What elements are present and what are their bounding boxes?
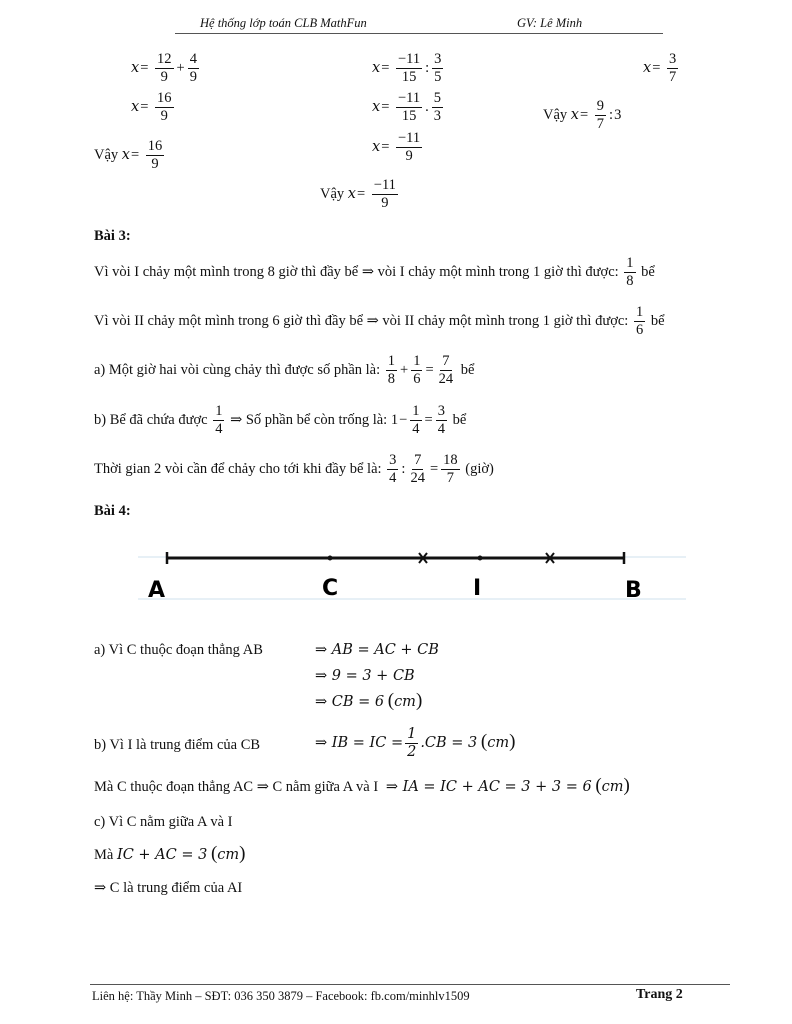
bai3-p3: a) Một giờ hai vòi cùng chảy thì được số phần là: $\frac{1}{8}$ + $\frac{1}{6}$ = $\frac{7}{24}$ bể — [94, 353, 475, 388]
label-c: C — [322, 576, 339, 601]
footer-rule — [90, 984, 730, 985]
col2-line3: x= $\frac{-11}{9}$ — [372, 130, 421, 165]
bai4-c-l2: Mà IC + AC = 3 (cm) — [94, 843, 246, 864]
header-right: GV: Lê Minh — [517, 16, 583, 30]
col1-line3: Vậy x= $\frac{16}{9}$ — [94, 138, 163, 173]
bai3-p1: Vì vòi I chảy một mình trong 8 giờ thì đầy bể ⇒ vòi I chảy một mình trong 1 giờ thì được: $\frac{1}{8}$ bể — [94, 255, 655, 290]
bai4-title: Bài 4: — [94, 503, 131, 519]
col1-line2: x= $\frac{16}{9}$ — [131, 90, 172, 125]
label-b: B — [625, 578, 642, 603]
segment-figure — [138, 548, 686, 604]
bai4-c-l3: ⇒ C là trung điểm của AI — [94, 880, 243, 896]
point-c — [328, 556, 333, 561]
bai3-title: Bài 3: — [94, 228, 131, 244]
footer-contact: Liên hệ: Thầy Minh – SĐT: 036 350 3879 – Facebook: fb.com/minhlv1509 — [92, 989, 470, 1003]
bai4-b-math: ⇒ IB = IC = $\frac{1}{2}$ .CB = 3 (cm) — [315, 726, 516, 761]
col3-line1: x= $\frac{3}{7}$ — [643, 51, 677, 86]
bai4-a-m1: ⇒ AB = AC + CB — [315, 642, 439, 658]
col3-line2: Vậy x= $\frac{9}{7}$ :3 — [543, 98, 622, 133]
col2-line4: Vậy x= $\frac{-11}{9}$ — [320, 177, 396, 212]
bai4-a-m3: ⇒ CB = 6 (cm) — [315, 690, 423, 711]
point-i — [478, 556, 483, 561]
label-i: I — [473, 576, 482, 601]
bai3-p5: Thời gian 2 vòi cần để chảy cho tới khi đầy bể là: $\frac{3}{4}$ : $\frac{7}{24}$ = $\frac{18}{7}$ (giờ) — [94, 452, 494, 487]
col2-line2: x= $\frac{-11}{15}$ . $\frac{5}{3}$ — [372, 90, 442, 125]
col2-line1: x= $\frac{-11}{15}$ : $\frac{3}{5}$ — [372, 51, 442, 86]
bai4-b-text: b) Vì I là trung điểm của CB — [94, 737, 261, 753]
header-left: Hệ thống lớp toán CLB MathFun — [200, 16, 367, 30]
page-number: Trang 2 — [636, 987, 683, 1002]
header-rule — [175, 33, 663, 34]
bai4-a-m2: ⇒ 9 = 3 + CB — [315, 668, 415, 684]
bai3-p4: b) Bể đã chứa được $\frac{1}{4}$ ⇒ Số phần bể còn trống là: 1− $\frac{1}{4}$ = $\frac{3}{4}$ bể — [94, 403, 467, 438]
bai4-c-l1: c) Vì C nằm giữa A và I — [94, 814, 233, 830]
col1-line1: x= $\frac{12}{9}$ + $\frac{4}{9}$ — [131, 51, 197, 86]
bai4-mc: Mà C thuộc đoạn thẳng AC ⇒ C nằm giữa A và I ⇒ IA = IC + AC = 3 + 3 = 6 (cm) — [94, 775, 630, 796]
label-a: A — [148, 578, 166, 603]
bai3-p2: Vì vòi II chảy một mình trong 6 giờ thì đầy bể ⇒ vòi II chảy một mình trong 1 giờ thì được: $\frac{1}{6}$ bể — [94, 304, 665, 339]
bai4-a-text: a) Vì C thuộc đoạn thẳng AB — [94, 642, 263, 658]
